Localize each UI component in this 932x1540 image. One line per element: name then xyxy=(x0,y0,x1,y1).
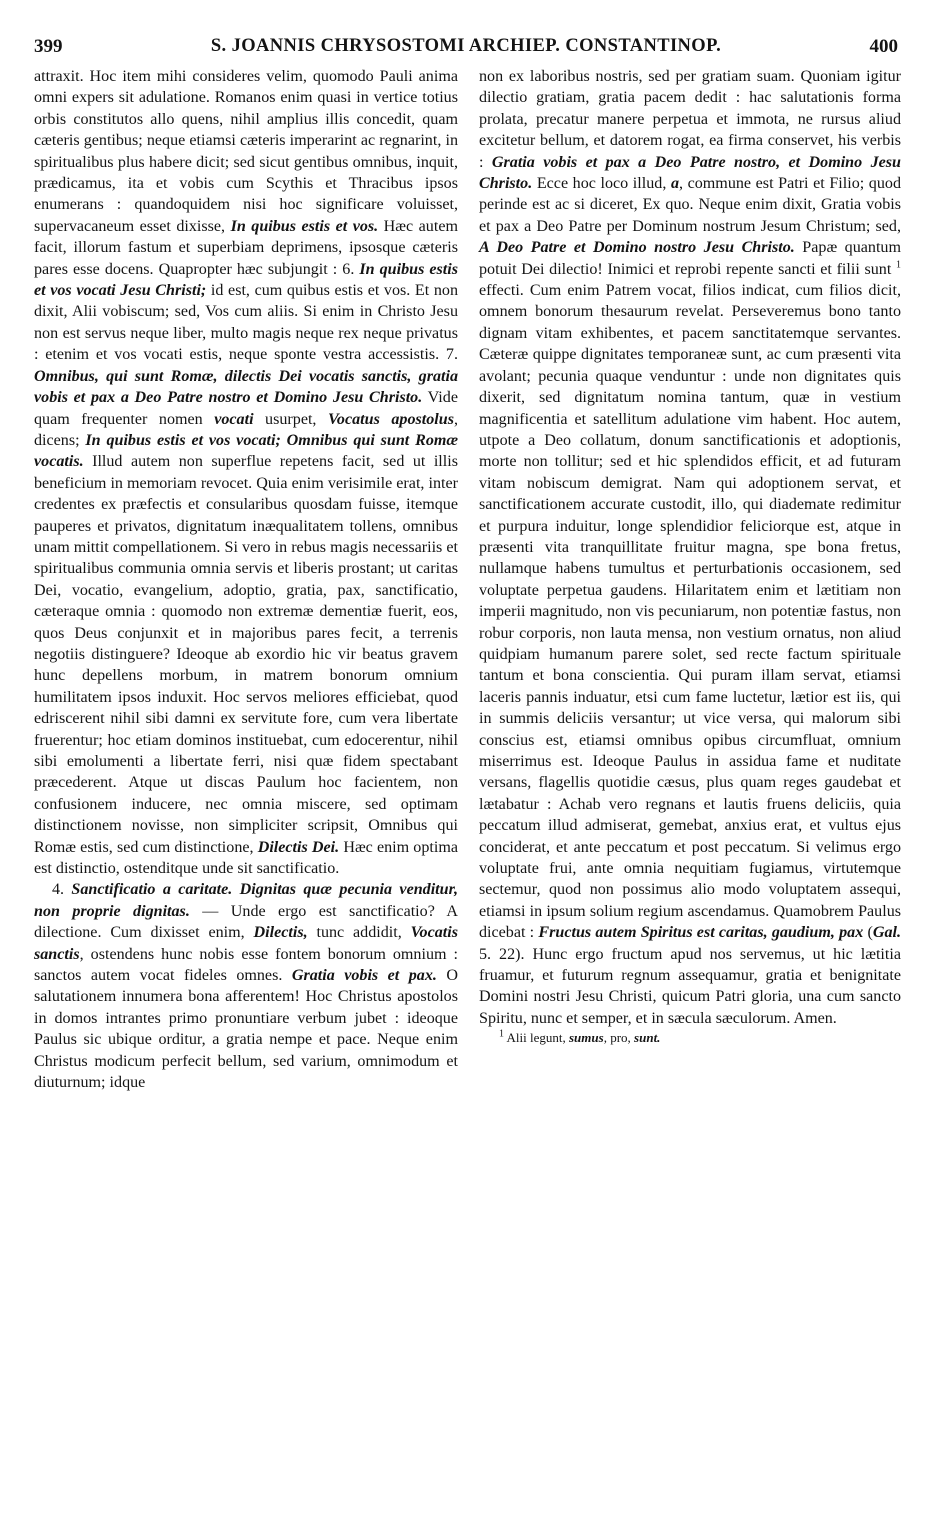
text-run: attraxit. Hoc item mihi consideres velim, quomodo Pauli anima omni expers sit adulatione. Romanos enim quasi in vertice totius orbis constitutos allo quens, nihil amplius illis concedit, quam cæteris gentibus; neque etiamsi cæteris imperarint ac regnarint, in spiritualibus plus habere dicit; sed sicut gentibus omnibus, inquit, prædicamus, ita et vobis cum Scythis et Thracibus ipsos enumerans : quandoquidem nisi hoc significare voluisset, supervacaneum esset dixisse, xyxy=(34,68,458,235)
section-number: 4. xyxy=(52,881,72,899)
scripture-quote: vocati xyxy=(214,410,254,428)
text-run: , dicens; xyxy=(34,410,458,449)
scripture-quote: Omnibus, qui sunt Romæ, dilectis Dei vocatis sanctis, gratia vobis et pax a Deo Patre nostro et Domino Jesu Christo. xyxy=(34,367,458,407)
text-run: Ecce hoc loco illud, xyxy=(532,175,671,193)
scripture-quote: Gratia vobis et pax. xyxy=(291,967,437,985)
text-run: Hæc enim optima est distinctio, ostenditque unde sit sanctificatio. xyxy=(34,838,458,878)
paragraph xyxy=(34,66,458,879)
text-run: 5. 22). Hunc ergo fructum apud nos servemus, ut hic lætitia fruamur, et futurum regnum assequamur, gratia et benignitate Domini nostri Jesu Christi, quicum Patri gloria, una cum sancto Spiritu, nunc et semper, et in sæcula sæculorum. Amen. xyxy=(479,945,901,1027)
scripture-quote: Gratia vobis et pax a Deo Patre nostro, et Domino Jesu Christo. xyxy=(479,153,901,193)
text-run: Illud autem non superflue repetens facit, sed ut illis beneficium in memoriam revocet. Quia enim verisimile erat, inter credentes ex præfectis et consularibus quosdam fuisse, itemque pauperes et privatos, dignitatum inæqualitatem tollens, omnibus unam mittit compellationem. Si vero in rebus magis necessariis et spiritualibus communia omnia servis et liberis prostant; ut caritas Dei, vocatio, evangelium, adoptio, gratia, pax, sanctificatio, cæteraque omnia : quomodo non extremæ dementiæ fuerit, eos, quos Deus conjunxit et in majoribus pares fecit, a terrenis negotiis distinguere? Ideoque ab exordio hic vir beatus gravem hunc depellens morbum, in matrem bonorum omnium humilitatem ipsos induxit. Hoc servos meliores efficiebat, quod edriscerent nihil sibi damni ex servitute fore, cum vera libertate fruerentur; hoc etiam dominos instituebat, cum edocerentur, nihil sibi emolumenti a libertate ferri, nisi quæ fidem spectabant præcederent. Atque ut discas Paulum hoc facientem, non confusionem inducere, nec omnia miscere, sed optimam distinctionem novisse, non simpliciter scripsit, Omnibus qui Romæ estis, sed cum distinctione, xyxy=(34,453,458,856)
text-run: effecti. Cum enim Patrem vocat, filios indicat, cum filios dicit, omnem bonorum thesaurum revelat. Perseveremus bono tanto dignam vitam exhibentes, et pacem sanctitatemque servantes. Cæteræ quippe dignitates temporaneæ sunt, ac cum præsenti vita avolant; pecunia quaque venduntur : unde non dignitates quis dixerit, sed dignitatum nomina tantum, quæ in vestium magnificentia et satellitum adulatione vim habent. Hoc autem, utpote a Deo collatum, donum sanctificationis et adoptionis, morte non tollitur; sed et hic splendidos efficit, et ad futuram vitam nobiscum demigrat. Nam qui adoptionem servat, et sanctificationem accurate custodit, illo, qui diademate redimitur et purpura induitur, longe splendidior feliciorque est, atque in præsenti vita tranquillitate fruitur magna, spe bona fretus, nullamque habens tumultus et perturbationis occasionem, sed voluptate perpetua gaudens. Hilaritatem enim et lætitiam non imperii magnitudo, non vis pecuniarum, non potentiæ fastus, non robur corporis, non lauta mensa, non vestium ornatus, non aliud quidpiam humanum parere solet, sed recte factum spirituale tantum et bona conscientia. Qui puram illam servat, etiamsi laceris pannis induatur, etsi cum fame luctetur, lætior est iis, qui in summis deliciis versantur; ut vice versa, qui malorum sibi conscius est, etiamsi omnibus opibus circumfluat, omnium miserrimus est. Ideoque Paulus in assidua fame et nuditate versans, flagellis quotidie cæsus, plus quam reges gaudebat et lætabatur : Achab vero regnans et lautis fruens deliciis, quia peccatum illud admiserat, gemebat, anxius erat, et vultus ejus conciderat, et ante peccatum et post peccatum. Si velimus ergo voluptate frui, ante omnia nequitiam fugiamus, virtutemque sectemur, quod non possimus alio modo voluptatem assequi, etiamsi in ipsum solium regium ascendamus. Quamobrem Paulus dicebat : xyxy=(479,282,901,942)
scripture-quote: In quibus estis et vos vocati; Omnibus qui sunt Romæ vocatis. xyxy=(34,431,459,471)
text-run: id est, cum quibus estis et vos. Et non dixit, Alii vobiscum; sed, Vos cum aliis. Si enim in Christo Jesu non est servus neque liber, multo magis neque rex neque privatus : etenim et vos vocati estis, neque sponte vestra accessistis. 7. xyxy=(34,282,458,364)
page-number-left: 399 xyxy=(34,36,63,57)
text-run: Papæ quantum potuit Dei dilectio! Inimici et reprobi repente sancti et filii sunt xyxy=(479,239,901,278)
page-number-right: 400 xyxy=(869,36,898,57)
text-run: ( xyxy=(863,924,873,942)
text-run: Hæc autem facit, illorum fastum et superbiam deprimens, ipsosque cæteris pares esse docens. Quapropter hæc subjungit : 6. xyxy=(34,217,458,278)
variant-reading: sunt. xyxy=(634,1030,661,1046)
text-run: — Unde ergo est sanctificatio? A dilectione. Cum dixisset enim, xyxy=(34,902,458,942)
footnote-marker: 1 xyxy=(896,259,901,271)
text-run: Vide quam frequenter nomen xyxy=(34,389,458,428)
paragraph xyxy=(34,879,458,1093)
text-run: O salutationem innumera bona afferentem! Hoc Christus apostolos in domos intrantes primo pronuntiare verbum jubet : ideoque Paulus sic ubique orditur, a gratia nempe et pace. Neque enim Christus modicum perfecit bellum, sed varium, omnimodum et diuturnum; idque xyxy=(34,967,458,1092)
scripture-quote: Fructus autem Spiritus est caritas, gaudium, pax xyxy=(538,924,864,942)
citation-book: Gal. xyxy=(872,924,901,942)
scripture-quote: Vocatus apostolus xyxy=(327,410,454,428)
scripture-quote: Dilectis Dei. xyxy=(257,838,340,856)
text-run: , ostendens hunc nobis esse fontem bonorum omnium : sanctos autem vocat fideles omnes. xyxy=(34,945,458,985)
running-title: S. JOANNIS CHRYSOSTOMI ARCHIEP. CONSTANTINOP. xyxy=(210,36,722,56)
scripture-quote: Vocatis sanctis xyxy=(34,924,458,963)
text-run: tunc addidit, xyxy=(307,924,411,942)
footnote xyxy=(479,1029,901,1046)
text-run: non ex laboribus nostris, sed per gratiam suam. Quoniam igitur dilectio gratiam, gratia pacem dedit : hac salutationis forma prolata, precatur manere perpetua et immota, ne rursus aliud excitetur bellum, et datorem rogat, ea firma conservet, his verbis : xyxy=(479,68,901,171)
text-run: , pro, xyxy=(603,1030,635,1046)
right-column xyxy=(479,66,901,1046)
scripture-quote: Dilectis, xyxy=(253,924,308,942)
text-run: Alii legunt, xyxy=(504,1030,569,1046)
scripture-quote: In quibus estis et vos vocati Jesu Christi; xyxy=(34,260,458,300)
text-run: , commune est Patri et Filio; quod perinde est ac si diceret, Ex quo. Neque enim dixit, Gratia vobis et pax a Deo Patre per Dominum nostrum Jesum Christum; sed, xyxy=(479,175,901,235)
section-heading: Sanctificatio a caritate. Dignitas quæ pecunia venditur, non proprie dignitas. xyxy=(34,881,458,920)
footnote-number: 1 xyxy=(499,1028,504,1040)
left-column xyxy=(34,66,458,1094)
running-header xyxy=(34,36,898,60)
text-run: usurpet, xyxy=(253,410,328,428)
paragraph xyxy=(479,66,901,1029)
scripture-quote: a xyxy=(670,175,679,193)
variant-reading: sumus xyxy=(569,1030,604,1046)
scripture-quote: In quibus estis et vos. xyxy=(230,217,379,235)
scripture-quote: A Deo Patre et Domino nostro Jesu Christo. xyxy=(479,239,795,257)
